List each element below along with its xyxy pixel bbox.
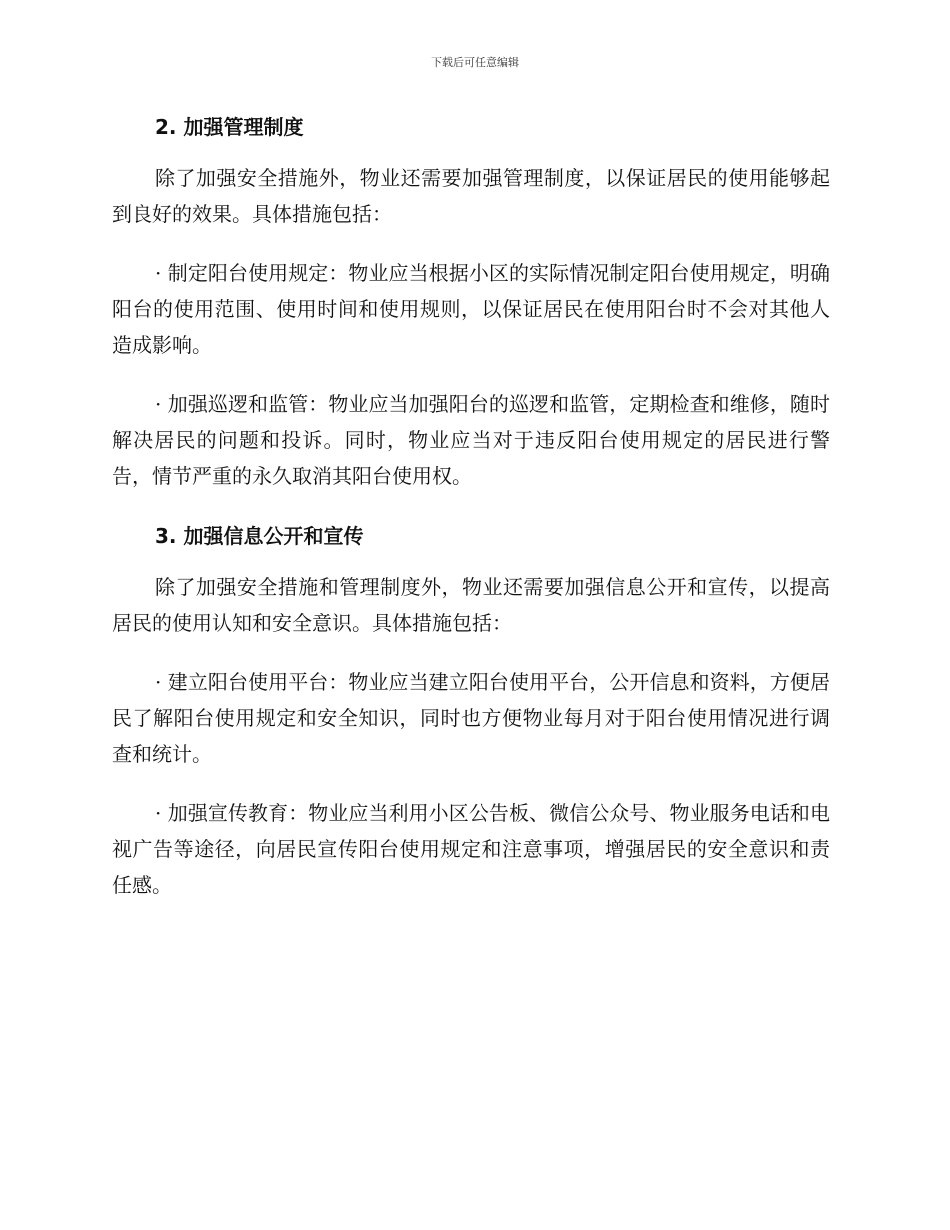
section-3-item-2: · 加强宣传教育：物业应当利用小区公告板、微信公众号、物业服务电话和电视广告等途径，向居民宣传阳台使用规定和注意事项，增强居民的安全意识和责任感。: [112, 801, 830, 897]
section-2-intro: 除了加强安全措施外，物业还需要加强管理制度，以保证居民的使用能够起到良好的效果。具体措施包括：: [112, 166, 830, 226]
document-body: [112, 108, 830, 926]
section-2-item-2: · 加强巡逻和监管：物业应当加强阳台的巡逻和监管，定期检查和维修，随时解决居民的问题和投诉。同时，物业应当对于违反阳台使用规定的居民进行警告，情节严重的永久取消其阳台使用权。: [112, 392, 830, 488]
section-3-heading: 3. 加强信息公开和宣传: [155, 524, 364, 548]
section-2-heading: 2. 加强管理制度: [155, 115, 304, 139]
section-3-item-1: · 建立阳台使用平台：物业应当建立阳台使用平台，公开信息和资料，方便居民了解阳台使用规定和安全知识，同时也方便物业每月对于阳台使用情况进行调查和统计。: [112, 670, 830, 766]
section-3-intro: 除了加强安全措施和管理制度外，物业还需要加强信息公开和宣传，以提高居民的使用认知和安全意识。具体措施包括：: [112, 575, 830, 635]
section-2-item-1: · 制定阳台使用规定：物业应当根据小区的实际情况制定阳台使用规定，明确阳台的使用范围、使用时间和使用规则，以保证居民在使用阳台时不会对其他人造成影响。: [112, 261, 830, 357]
header-note: 下载后可任意编辑: [431, 56, 519, 69]
